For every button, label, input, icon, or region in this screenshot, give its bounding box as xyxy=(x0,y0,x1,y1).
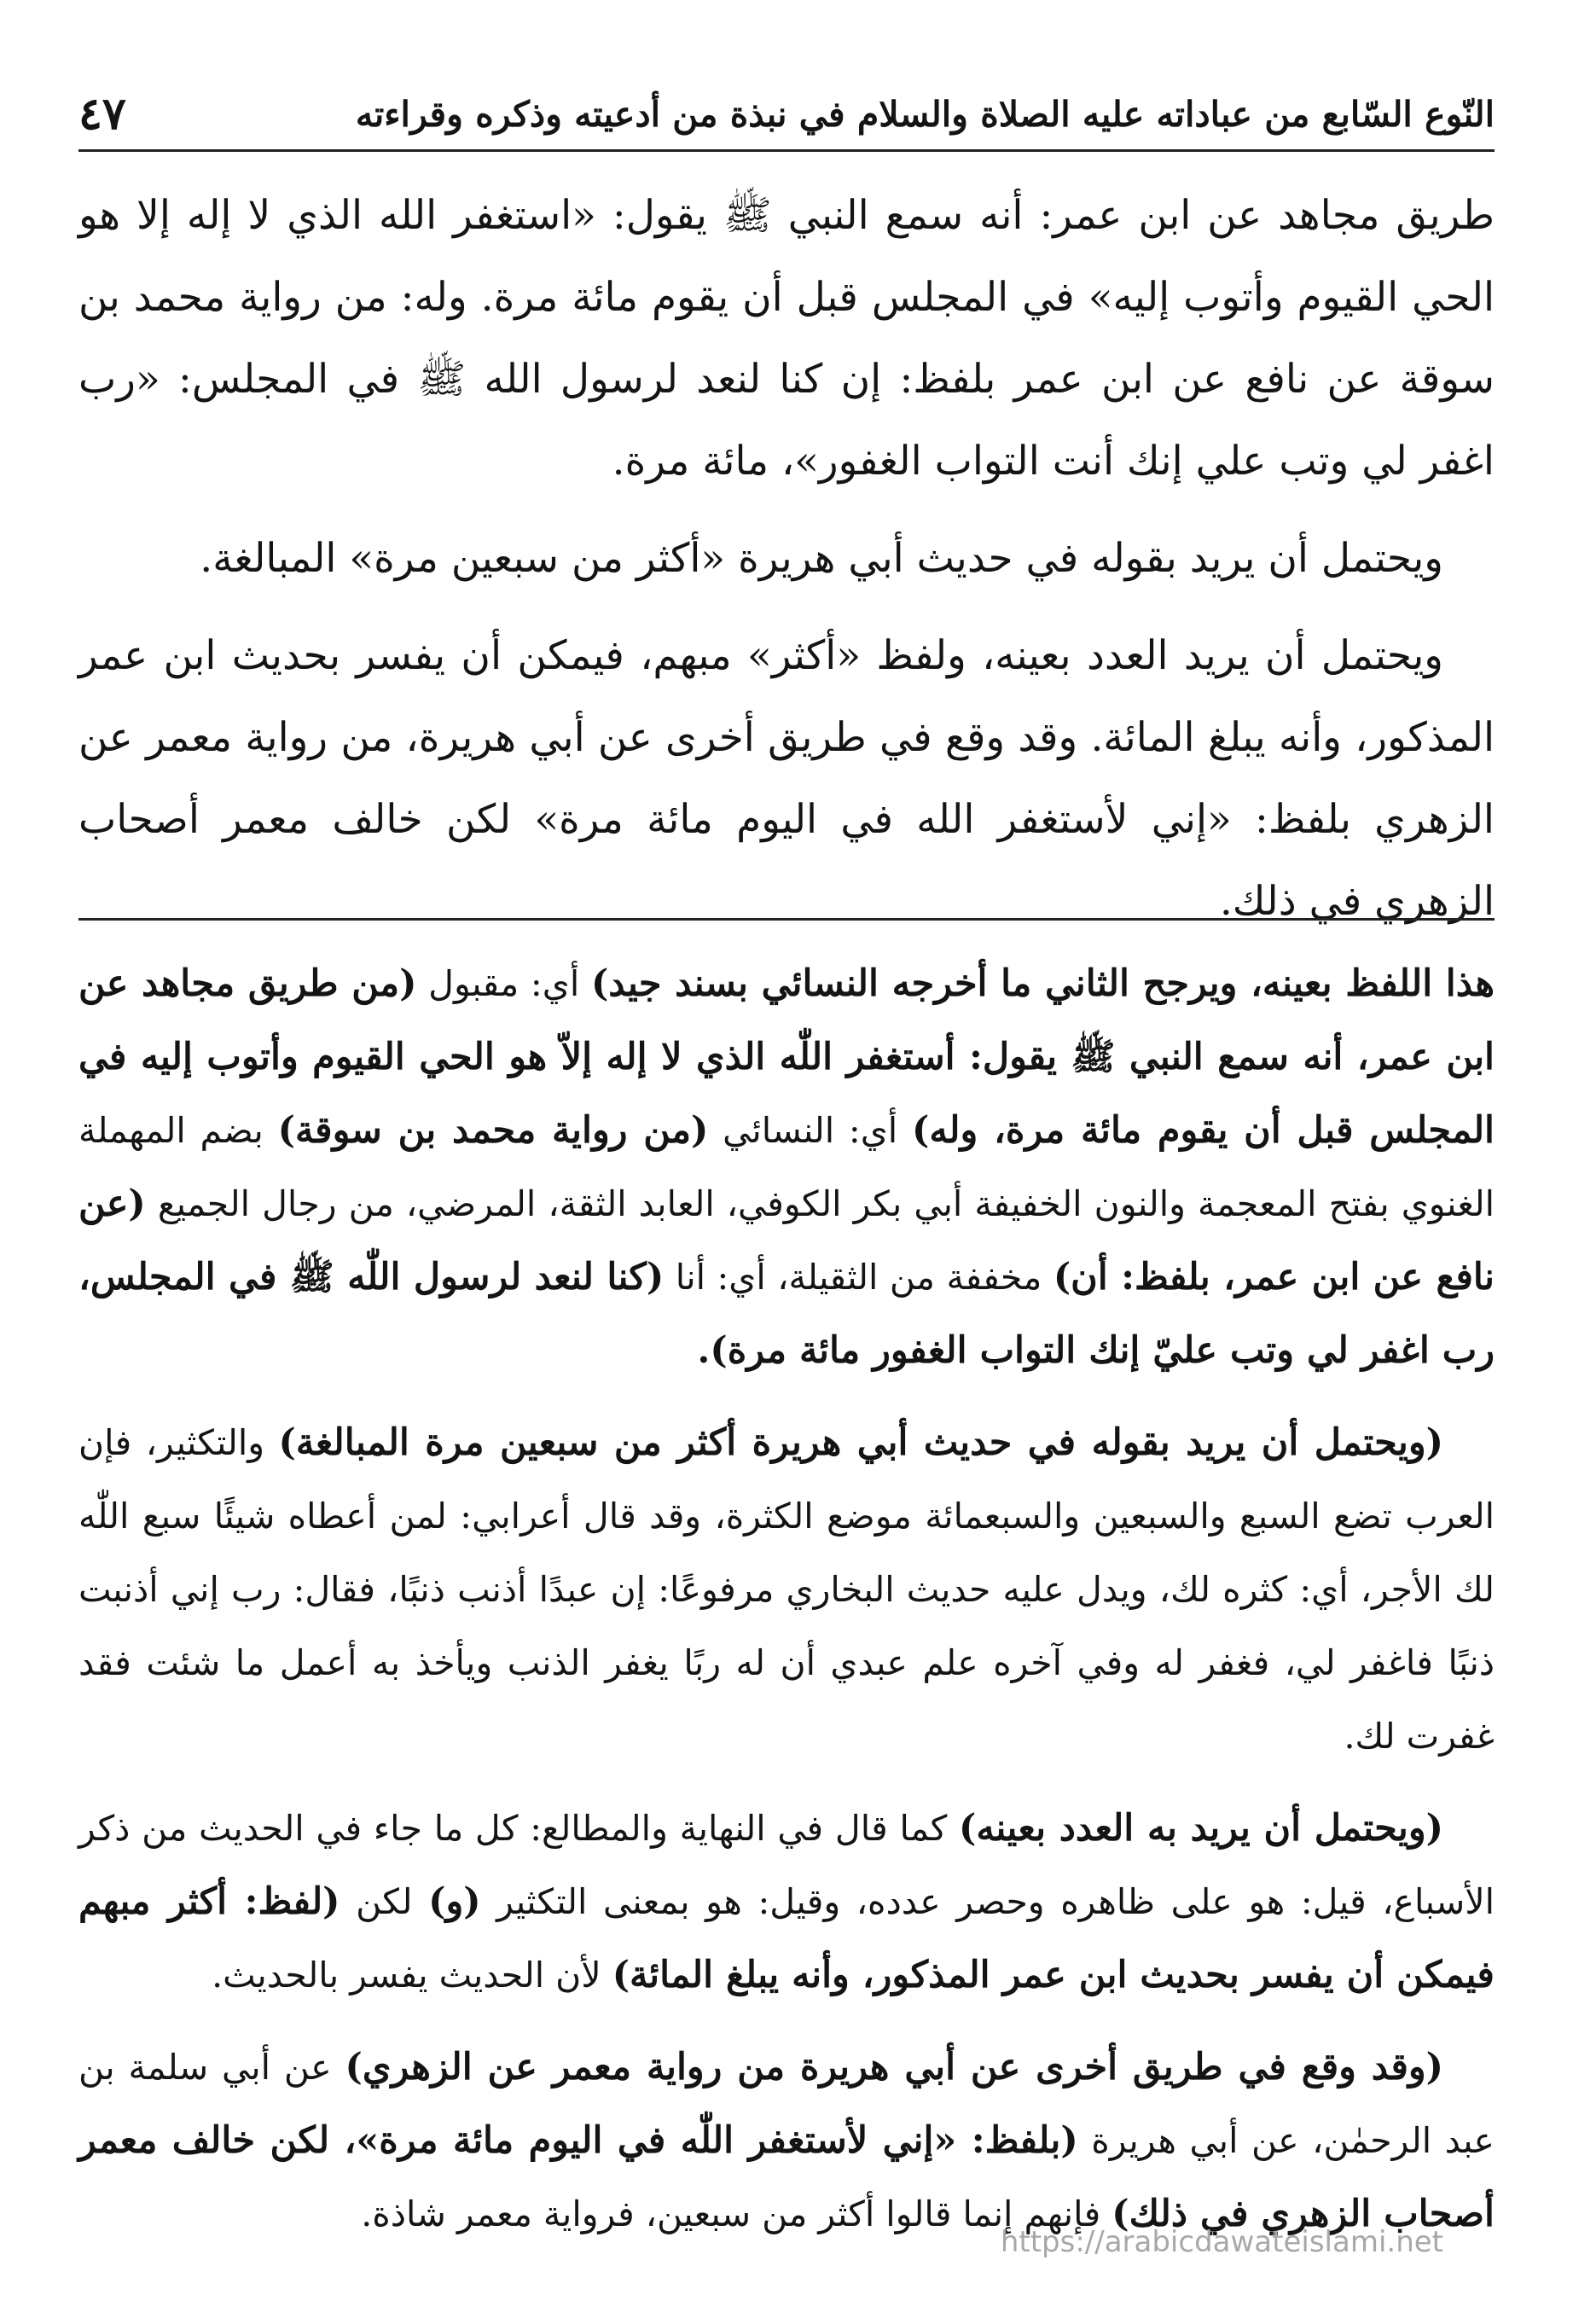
commentary-text: بضم المهملة الغنوي بفتح المعجمة والنون الخفيفة أبي بكر الكوفي، العابد الثقة، المرضي، من رجال الجميع xyxy=(78,1110,1495,1224)
quoted-text: (ويحتمل أن يريد به العدد بعينه) xyxy=(958,1807,1443,1850)
running-header xyxy=(78,84,1495,152)
main-text xyxy=(78,175,1495,943)
main-paragraph: ويحتمل أن يريد بقوله في حديث أبي هريرة «أكثر من سبعين مرة» المبالغة. xyxy=(200,535,1443,582)
commentary-text: مخففة من الثقيلة، أي: أنا xyxy=(664,1257,1054,1298)
commentary-text: كما قال في النهاية والمطالع: كل ما جاء في الحديث من ذكر الأسباع، قيل: هو على ظاهره وحصر عدده، وقيل: هو بمعنى التكثير xyxy=(78,1808,1495,1922)
quoted-text: (ويحتمل أن يريد بقوله في حديث أبي هريرة أكثر من سبعين مرة المبالغة) xyxy=(278,1421,1444,1464)
commentary-text: والتكثير، فإن العرب تضع السبع والسبعين والسبعمائة موضع الكثرة، وقد قال أعرابي: لمن أعطاه شيئًا سبع اللّٰه لك الأجر، أي: كثره لك، ويدل عليه حديث البخاري مرفوعًا: إن عبدًا أذنب ذنبًا، فقال: رب إني أذنبت ذنبًا فاغفر لي، فغفر له وفي آخره علم عبدي أن له ربًا يغفر الذنب ويأخذ به أعمل ما شئت فقد غفرت لك. xyxy=(78,1422,1495,1757)
commentary-text: أي: النسائي xyxy=(708,1110,913,1151)
quoted-text: (كنا لنعد لرسول اللّٰه ﷺ في المجلس، رب اغفر لي وتب عليّ إنك التواب الغفور مائة مرة). xyxy=(78,1256,1495,1372)
quoted-text: (من طريق مجاهد عن ابن عمر، أنه سمع النبي ﷺ يقول: أستغفر اللّٰه الذي لا إله إلاّ هو الحي القيوم وأتوب إليه في المجلس قبل أن يقوم مائة مرة، وله) xyxy=(78,962,1495,1152)
commentary-paragraph xyxy=(78,1792,1495,2012)
quoted-text: (وقد وقع في طريق أخرى عن أبي هريرة من رواية معمر عن الزهري) xyxy=(345,2046,1443,2089)
page-number: ٤٧ xyxy=(78,88,126,140)
watermark-url: https://arabicdawateislami.net xyxy=(1000,2225,1443,2259)
commentary-paragraph xyxy=(78,2031,1495,2251)
commentary-paragraph xyxy=(78,1406,1495,1773)
quoted-text: (عن نافع عن ابن عمر، بلفظ: أن) xyxy=(78,1182,1495,1299)
commentary-paragraph xyxy=(78,947,1495,1387)
footnote-divider xyxy=(78,918,1495,921)
commentary-text: عن أبي سلمة بن عبد الرحمٰن، عن أبي هريرة xyxy=(78,2047,1495,2161)
header-title: النّوع السّابع من عباداته عليه الصلاة والسلام في نبذة من أدعيته وذكره وقراءته xyxy=(355,93,1495,135)
main-paragraph: طريق مجاهد عن ابن عمر: أنه سمع النبي ﷺ يقول: «استغفر الله الذي لا إله إلا هو الحي القيوم وأتوب إليه» في المجلس قبل أن يقوم مائة مرة. وله: من رواية محمد بن سوقة عن نافع عن ابن عمر بلفظ: إن كنا لنعد لرسول الله ﷺ في المجلس: «رب اغفر لي وتب علي إنك أنت التواب الغفور»، مائة مرة. xyxy=(78,192,1495,485)
quoted-text: (لفظ: أكثر مبهم فيمكن أن يفسر بحديث ابن عمر المذكور، وأنه يبلغ المائة) xyxy=(78,1880,1495,1996)
commentary-text: لكن xyxy=(340,1881,429,1922)
commentary-text: لأن الحديث يفسر بالحديث. xyxy=(212,1955,612,1996)
commentary xyxy=(78,947,1495,2251)
commentary-text: فإنهم إنما قالوا أكثر من سبعين، فرواية معمر شاذة. xyxy=(361,2193,1112,2234)
quoted-text: هذا اللفظ بعينه، ويرجح الثاني ما أخرجه النسائي بسند جيد) xyxy=(590,962,1495,1005)
main-paragraph: ويحتمل أن يريد العدد بعينه، ولفظ «أكثر» مبهم، فيمكن أن يفسر بحديث ابن عمر المذكور، وأنه يبلغ المائة. وقد وقع في طريق أخرى عن أبي هريرة، من رواية معمر عن الزهري بلفظ: «إني لأستغفر الله في اليوم مائة مرة» لكن خالف معمر أصحاب الزهري في ذلك. xyxy=(78,632,1495,925)
commentary-text: أي: مقبول xyxy=(416,963,591,1004)
quoted-text: (من رواية محمد بن سوقة) xyxy=(277,1109,709,1152)
quoted-text: (و) xyxy=(428,1880,481,1923)
quoted-text: (بلفظ: «إني لأستغفر اللّٰه في اليوم مائة مرة»، لكن خالف معمر أصحاب الزهري في ذلك) xyxy=(78,2119,1495,2235)
